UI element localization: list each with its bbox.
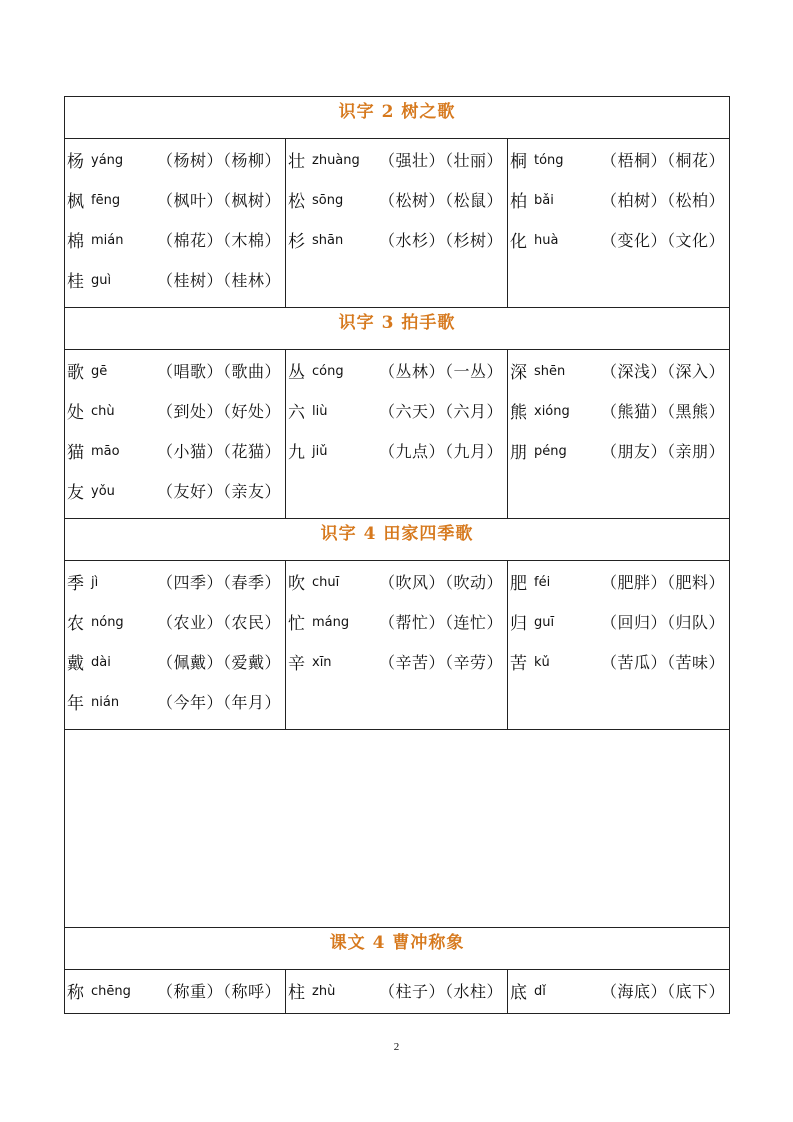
word-examples: （肥胖）（肥料）	[601, 572, 726, 592]
pinyin: xīn	[312, 655, 332, 670]
page-number: 2	[393, 1041, 400, 1053]
character: 猫	[67, 442, 84, 463]
character-entry	[65, 259, 285, 299]
pinyin: bǎi	[534, 193, 554, 208]
character: 农	[67, 613, 84, 634]
word-examples: （柱子）（水柱）	[378, 981, 503, 1001]
character-column	[65, 561, 286, 730]
character: 深	[510, 362, 527, 383]
character-entry	[508, 139, 729, 179]
character-entry	[65, 430, 285, 470]
word-examples: （杨树）（杨柳）	[156, 150, 281, 170]
character-column	[286, 350, 508, 519]
character: 松	[288, 191, 305, 212]
character: 杨	[67, 151, 84, 172]
character-row	[65, 561, 730, 730]
character: 苦	[510, 653, 527, 674]
pinyin: chēng	[91, 984, 131, 999]
character-entry	[508, 219, 729, 259]
word-examples: （丛林）（一丛）	[378, 361, 503, 381]
character-entry	[65, 641, 285, 681]
character-entry	[65, 390, 285, 430]
pinyin: mián	[91, 233, 124, 248]
character-column	[286, 970, 508, 1014]
character-row	[65, 350, 730, 519]
character: 桂	[67, 271, 84, 292]
character: 杉	[288, 231, 305, 252]
word-examples: （九点）（九月）	[378, 441, 503, 461]
pinyin: péng	[534, 444, 567, 459]
character-entry	[286, 219, 507, 259]
character: 戴	[67, 653, 84, 674]
blank-cell	[65, 730, 730, 928]
character-entry	[65, 139, 285, 179]
character-entry	[65, 601, 285, 641]
character: 柱	[288, 982, 305, 1003]
character-entry	[508, 970, 729, 1010]
character-entry	[286, 430, 507, 470]
character-column	[65, 139, 286, 308]
character: 柏	[510, 191, 527, 212]
character-entry	[508, 601, 729, 641]
word-examples: （朋友）（亲朋）	[601, 441, 726, 461]
section-title: 识字 2 树之歌	[65, 97, 730, 139]
word-examples: （松树）（松鼠）	[378, 190, 503, 210]
word-examples: （友好）（亲友）	[156, 481, 281, 501]
character: 年	[67, 693, 84, 714]
word-examples: （今年）（年月）	[156, 692, 281, 712]
character-entry	[286, 970, 507, 1010]
character: 桐	[510, 151, 527, 172]
character-column	[286, 139, 508, 308]
word-examples: （水杉）（杉树）	[378, 230, 503, 250]
word-examples: （熊猫）（黑熊）	[601, 401, 726, 421]
word-examples: （海底）（底下）	[601, 981, 726, 1001]
character-column	[508, 139, 730, 308]
pinyin: tóng	[534, 153, 564, 168]
character-row	[65, 970, 730, 1014]
pinyin: shān	[312, 233, 344, 248]
character: 化	[510, 231, 527, 252]
pinyin: māo	[91, 444, 120, 459]
pinyin: dǐ	[534, 984, 546, 999]
word-examples: （佩戴）（爱戴）	[156, 652, 281, 672]
character-column	[508, 350, 730, 519]
word-examples: （枫叶）（枫树）	[156, 190, 281, 210]
character: 友	[67, 482, 84, 503]
character: 歌	[67, 362, 84, 383]
pinyin: yǒu	[91, 484, 115, 499]
character-column	[508, 561, 730, 730]
word-examples: （到处）（好处）	[156, 401, 281, 421]
character: 季	[67, 573, 84, 594]
pinyin: liù	[312, 404, 328, 419]
pinyin: cóng	[312, 364, 344, 379]
pinyin: huà	[534, 233, 559, 248]
pinyin: yáng	[91, 153, 124, 168]
character-entry	[65, 681, 285, 721]
section-title-row	[65, 519, 730, 561]
pinyin: máng	[312, 615, 350, 630]
pinyin: jiǔ	[312, 444, 328, 459]
pinyin: guī	[534, 615, 555, 630]
pinyin: nóng	[91, 615, 124, 630]
character: 丛	[288, 362, 305, 383]
character: 九	[288, 442, 305, 463]
blank-row	[65, 730, 730, 928]
character-entry	[286, 561, 507, 601]
section-title: 识字 4 田家四季歌	[65, 519, 730, 561]
character-entry	[508, 561, 729, 601]
character-entry	[508, 430, 729, 470]
character-entry	[286, 350, 507, 390]
character: 壮	[288, 151, 305, 172]
character-entry	[65, 970, 285, 1010]
pinyin: gē	[91, 364, 108, 379]
word-examples: （柏树）（松柏）	[601, 190, 726, 210]
word-examples: （苦瓜）（苦味）	[601, 652, 726, 672]
pinyin: shēn	[534, 364, 566, 379]
section-title: 课文 4 曹冲称象	[65, 928, 730, 970]
character: 吹	[288, 573, 305, 594]
character: 朋	[510, 442, 527, 463]
word-examples: （辛苦）（辛劳）	[378, 652, 503, 672]
section-title-row	[65, 97, 730, 139]
character: 枫	[67, 191, 84, 212]
word-examples: （四季）（春季）	[156, 572, 281, 592]
pinyin: sōng	[312, 193, 344, 208]
character-entry	[65, 470, 285, 510]
section-title: 识字 3 拍手歌	[65, 308, 730, 350]
pinyin: zhuàng	[312, 153, 360, 168]
character-entry	[508, 390, 729, 430]
character: 六	[288, 402, 305, 423]
character-column	[65, 970, 286, 1014]
word-examples: （变化）（文化）	[601, 230, 726, 250]
word-examples: （唱歌）（歌曲）	[156, 361, 281, 381]
character-entry	[286, 601, 507, 641]
character-entry	[65, 561, 285, 601]
word-examples: （棉花）（木棉）	[156, 230, 281, 250]
character-entry	[286, 641, 507, 681]
character-entry	[508, 641, 729, 681]
character-entry	[65, 179, 285, 219]
pinyin: chù	[91, 404, 115, 419]
word-examples: （梧桐）（桐花）	[601, 150, 726, 170]
word-examples: （称重）（称呼）	[156, 981, 281, 1001]
character-column	[286, 561, 508, 730]
character: 辛	[288, 653, 305, 674]
pinyin: nián	[91, 695, 120, 710]
pinyin: jì	[91, 575, 99, 590]
word-examples: （回归）（归队）	[601, 612, 726, 632]
word-examples: （六天）（六月）	[378, 401, 503, 421]
character: 熊	[510, 402, 527, 423]
character-entry	[508, 350, 729, 390]
character: 底	[510, 982, 527, 1003]
pinyin: féi	[534, 575, 551, 590]
character-entry	[65, 219, 285, 259]
pinyin: zhù	[312, 984, 336, 999]
character: 称	[67, 982, 84, 1003]
character: 处	[67, 402, 84, 423]
character-column	[65, 350, 286, 519]
pinyin: chuī	[312, 575, 340, 590]
pinyin: fēng	[91, 193, 121, 208]
character: 忙	[288, 613, 305, 634]
section-title-row	[65, 928, 730, 970]
character-row	[65, 139, 730, 308]
character-entry	[286, 179, 507, 219]
vocabulary-table	[64, 96, 730, 1014]
word-examples: （小猫）（花猫）	[156, 441, 281, 461]
character-entry	[508, 179, 729, 219]
character-column	[508, 970, 730, 1014]
character-entry	[286, 390, 507, 430]
character-entry	[65, 350, 285, 390]
character: 棉	[67, 231, 84, 252]
word-examples: （农业）（农民）	[156, 612, 281, 632]
word-examples: （深浅）（深入）	[601, 361, 726, 381]
pinyin: xióng	[534, 404, 570, 419]
character-entry	[286, 139, 507, 179]
word-examples: （强壮）（壮丽）	[378, 150, 503, 170]
pinyin: kǔ	[534, 655, 550, 670]
pinyin: dài	[91, 655, 111, 670]
pinyin: guì	[91, 273, 112, 288]
word-examples: （桂树）（桂林）	[156, 270, 281, 290]
character: 归	[510, 613, 527, 634]
word-examples: （吹风）（吹动）	[378, 572, 503, 592]
section-title-row	[65, 308, 730, 350]
character: 肥	[510, 573, 527, 594]
word-examples: （帮忙）（连忙）	[378, 612, 503, 632]
